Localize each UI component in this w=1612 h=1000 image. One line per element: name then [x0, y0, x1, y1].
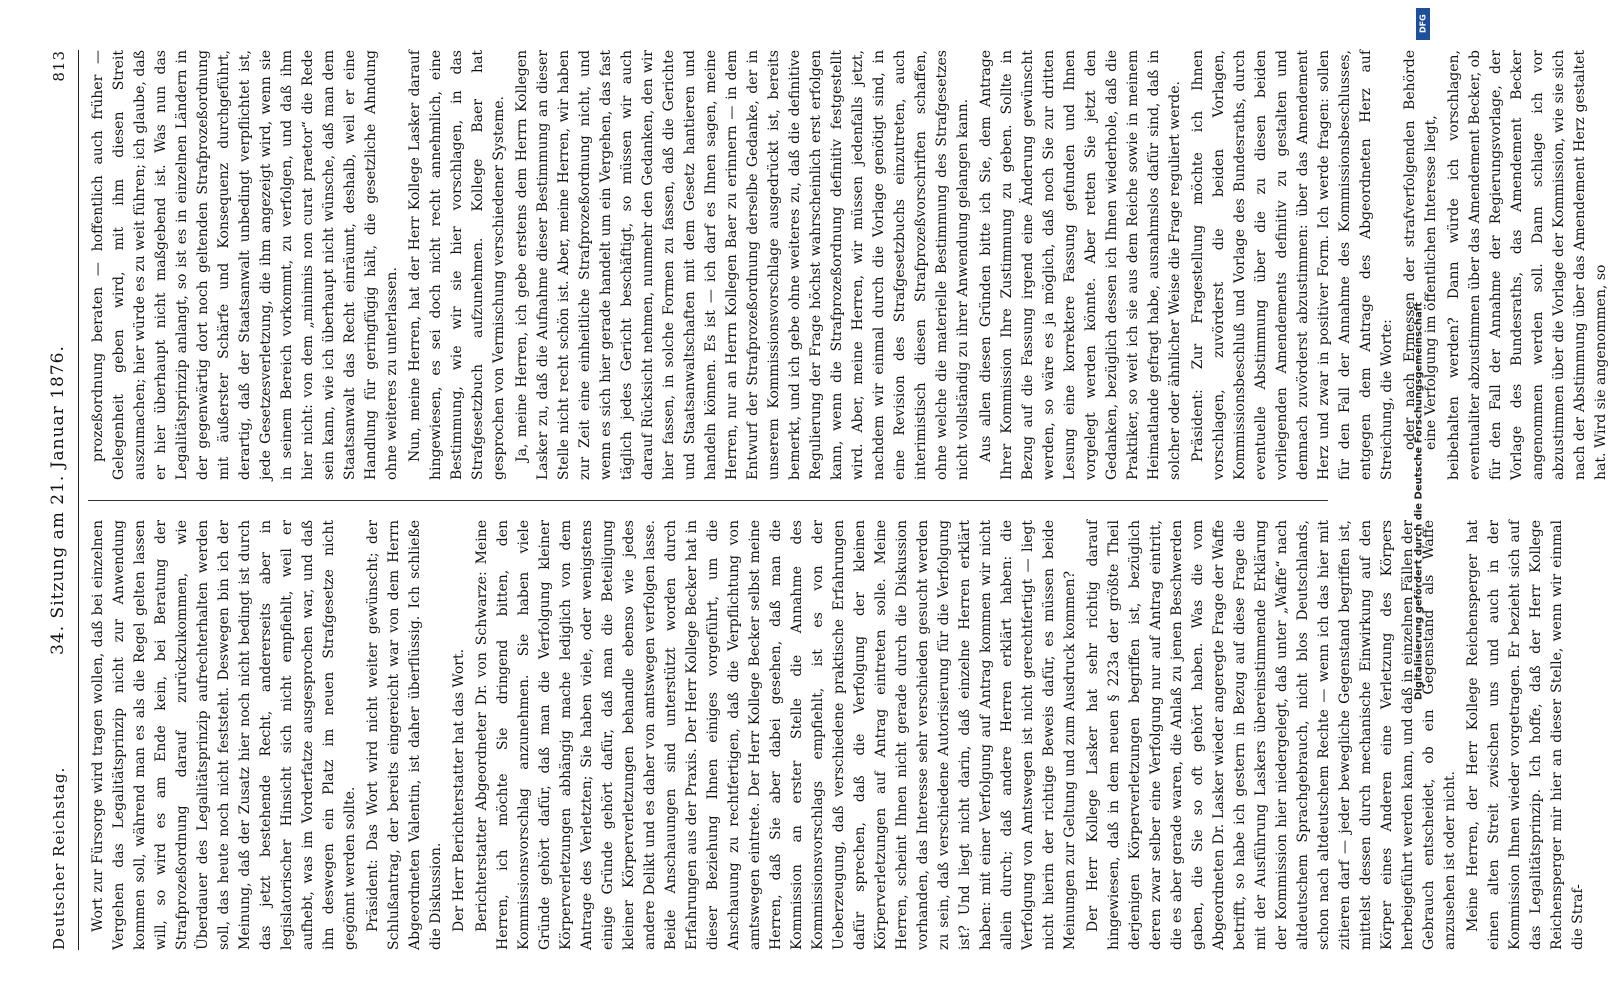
page-number: 813 [50, 50, 68, 82]
header-session-date: 34. Sitzung am 21. Januar 1876. [48, 345, 68, 655]
dfg-logo: DFG [1416, 8, 1430, 40]
paragraph: Aus allen diesen Gründen bitte ich Sie, dem Antrage Ihrer Kommission Ihre Zustimmung zu geben. Sollte in Bezug auf die Fassung irgend eine Änderung gewünscht werden, so wäre es ja möglich, daß noch Sie zur dritten Lesung eine korrektere Fassung gefunden und Ihnen vorgelegt werden könnte. Aber retten Sie jetzt den Gedanken, bezüglich dessen ich Ihnen wiederhole, daß die Praktiker, so weit ich sie aus dem Reiche sowie in meinem Heimatlande gefragt habe, ausnahmslos dafür sind, daß in solcher oder ähnlicher Weise die Frage reguliert werde. [978, 50, 1183, 480]
paragraph: Präsident: Zur Fragestellung möchte ich Ihnen vorschlagen, zuvörderst die beiden Vorlagen, Kommissionsbeschluß und Vorlage des Bundesraths, durch eventuelle Abstimmung über die zu diesen beiden vorliegenden Amendements definitiv zu gestalten und demnach zuvörderst abzustimmen: über das Amendement Herz und zwar in positiver Form. Ich werde fragen: sollen für den Fall der Annahme des Kommissionsbeschlusses, entgegen dem Antrage des Abgeordneten Herz auf Streichung, die Worte: [1190, 50, 1395, 480]
credit-text: Digitalisierung gefördert durch die Deutsche Forschungsgemeinschaft [1413, 302, 1425, 700]
paragraph: beibehalten werden? Dann würde ich vorschlagen, eventualiter abzustimmen über das Amendement Becker, ob für den Fall der Annahme der Regierungsvorlage, der Vorlage des Bundesraths, das Amendement Becker angenommen werden soll. Dann schlage ich vor abzustimmen über die Vorlage der Kommission, wie sie sich nach der Abstimmung über das Amendement Herz gestaltet hat. Wird sie angenommen, so [1446, 50, 1609, 480]
right-column [88, 50, 1609, 480]
paragraph: Der Herr Kollege Lasker hat sehr richtig darauf hingewiesen, daß in dem neuen § 223a der größte Theil derjenigen Körperverletzungen begriffen ist, bezüglich deren zwar selber eine Verfolgung nur auf Antrag eintritt, die es aber gerade waren, die Anlaß zu jenen Beschwerden gaben, die Sie so oft gehört haben. Was die vom Abgeordneten Dr. Lasker wieder angeregte Frage der Waffe betrifft, so habe ich gestern in Bezug auf diese Frage die mit der Ausführung Laskers übereinstimmende Erklärung der Kommission hier niedergelegt, daß unter „Waffe“ nach altdeutschem Sprachgebrauch, nicht blos Deutschlands, schon nach altdeutschem Rechte — wenn ich das hier mit zitieren darf — jeder bewegliche Gegenstand begriffen ist, mittelst dessen durch mechanische Einwirkung auf den Körper eines Anderen eine Verletzung des Körpers herbeigeführt werden kann, und daß in einzelnen Fällen der Gebrauch entscheidet, ob ein Gegenstand als Waffe anzusehen ist oder nicht. [1085, 520, 1458, 950]
header-rule [78, 50, 79, 950]
header-publication: Deutscher Reichstag. [50, 766, 68, 950]
paragraph: Berichterstatter Abgeordneter Dr. von Schwarze: Meine Herren, ich möchte Sie dringend bitten, den Kommissionsvorschlag anzunehmen. Sie haben viele Gründe gehört dafür, daß man die Verfolgung kleiner Körperverletzungen abhängig mache lediglich von dem Antrage des Verletzten; Sie haben viele, oder wenigstens einige Gründe gehört dafür, daß man die Beteiligung kleiner Körperverletzungen behandle ebenso wie jedes andere Delikt und es daher von amtswegen verfolgen lasse. Beide Anschauungen sind unterstützt worden durch Erfahrungen aus der Praxis. Der Herr Kollege Becker hat in dieser Beziehung Ihnen einiges vorgeführt, um die Anschauung zu rechtfertigen, daß die Verpflichtung von amtswegen eintrete. Der Herr Kollege Becker selbst meine Herren, daß Sie aber dabei gesehen, daß man die Kommission an erster Stelle die Annahme des Kommissionsvorschlags empfiehlt, ist es von der Ueberzeugung, daß verschiedene praktische Erfahrungen dafür sprechen, daß die Verfolgung der kleinen Körperverletzungen auf Antrag eintreten solle. Meine Herren, scheint Ihnen nicht gerade durch die Diskussion vorhanden, das Interesse sehr verschieden gesucht werden zu sein, daß verschiedene Autorisierung für die Verfolgung ist? Und liegt nicht darin, daß einzelne Herren erklärt haben: mit einer Verfolgung auf Antrag kommen wir nicht allein durch; daß andere Herren erklärt haben: die Verfolgung von Amtswegen ist nicht gerechtfertigt — liegt nicht hierin der richtige Beweis dafür, es müssen beide Meinungen zur Geltung und zum Ausdruck kommen? [474, 520, 1078, 950]
left-column [88, 520, 1586, 950]
digitization-credit [1409, 6, 1429, 996]
paragraph: Der Herr Berichterstatter hat das Wort. [451, 648, 467, 932]
paragraph: Meine Herren, der Herr Kollege Reichensperger hat einen alten Streit zwischen uns und auch in der Kommission Ihnen wieder vorgetragen. Er bezieht sich auf das Legalitätsprinzip. Ich hoffe, daß der Herr Kollege Reichensperger mir hier an dieser Stelle, wenn wir einmal die Straf- [1465, 520, 1586, 950]
paragraph: Wort zur Fürsorge wird tragen wollen, daß bei einzelnen Vergehen das Legalitätsprinzip nicht zur Anwendung kommen soll, während man es als die Regel gelten lassen will, so wird es am Ende kein, bei Beratung der Strafprozeßordnung darauf zurückzukommen, wie Überdauer des Legalitätsprinzip aufrechterhalten werden soll, das heute noch nicht feststeht. Deswegen bin ich der Meinung, daß der Zusatz hier noch nicht bedingt ist durch das jetzt bestehende Recht, andererseits aber in legislatorischer Hinsicht sich nicht empfiehlt, weil er aufhebt, was im Vorderfatze ausgesprochen war, und daß ihn deswegen ein Platz im neuen Strafgesetze nicht gegönnt werden sollte. [90, 520, 358, 950]
column-divider [88, 500, 1328, 501]
paragraph: prozeßordnung beraten — hoffentlich auch früher — Gelegenheit geben wird, mit ihm diesen Streit auszumachen; hier würde es zu weit führen; ich glaube, daß er hier überhaupt nicht maßgebend ist. Was nun das Legalitätsprinzip anlangt, so ist es in einzelnen Ländern in der gegenwärtig dort noch geltenden Strafprozeßordnung mit äußerster Schärfe und Konsequenz durchgeführt, derartig, daß der Staatsanwalt unbedingt verpflichtet ist, jede Gesetzesverletzung, die ihm angezeigt wird, wenn sie in seinem Bereich vorkommt, zu verfolgen, und daß ihm hier nicht: von dem „minimis non curat praetor“ die Rede sein kann, wie ich überhaupt nicht wünsche, daß man dem Staatsanwalt das Recht einräumt, deshalb, weil er eine Handlung für geringfügig hält, die gesetzliche Ahndung ohne weiteres zu unterlassen. [90, 50, 400, 480]
paragraph: Ja, meine Herren, ich gebe erstens dem Herrn Kollegen Lasker zu, daß die Aufnahme dieser Bestimmung an dieser Stelle nicht recht schön ist. Aber, meine Herren, wir haben zur Zeit eine einheitliche Strafprozeßordnung nicht, und wenn es sich hier gerade handelt um ein Vergehen, das fast täglich jedes Gericht beschäftigt, so müssen wir auch darauf Rücksicht nehmen, nunmehr den Gedanken, den wir hier fassen, in solche Formen zu fassen, daß die Gerichte und Staatsanwaltschaften mit dem Gesetz hantieren und handeln können. Es ist — ich darf es Ihnen sagen, meine Herren, nur an Herrn Kollegen Baer zu erinnern — in dem Entwurf der Strafprozeßordnung derselbe Gedanke, der in unserem Kommissionsvorschlage ausgedrückt ist, bereits bemerkt, und ich gebe ohne weiteres zu, daß die definitive Regulierung der Frage höchst wahrscheinlich erst erfolgen kann, wenn die Strafprozeßordnung definitiv festgestellt wird. Aber, meine Herren, wir müssen jedenfalls jetzt, nachdem wir einmal durch die Vorlage genötigt sind, in eine Revision des Strafgesetzbuchs einzutreten, auch interimistisch diesen Strafprozeßvorschriften schaffen, ohne welche die materielle Bestimmung des Strafgesetzes nicht vollständig zu ihrer Anwendung gelangen kann. [514, 50, 971, 480]
page-header [44, 50, 74, 950]
paragraph: Präsident: Das Wort wird nicht weiter gewünscht; der Schlußantrag, der bereits eingereicht war von dem Herrn Abgeordneten Valentin, ist daher überflüssig. Ich schließe die Diskussion. [365, 520, 444, 950]
paragraph: oder nach Ermessen der strafverfolgenden Behörde eine Verfolgung im öffentlichen Interesse liegt, [1402, 50, 1439, 450]
paragraph: Nun, meine Herren, hat der Herr Kollege Lasker darauf hingewiesen, es sei doch nicht recht annehmlich, eine Bestimmung, wie wir sie hier vorschlagen, in das Strafgesetzbuch aufzunehmen. Kollege Baer hat gesprochen von Vermischung verschiedener Systeme. [407, 50, 507, 480]
